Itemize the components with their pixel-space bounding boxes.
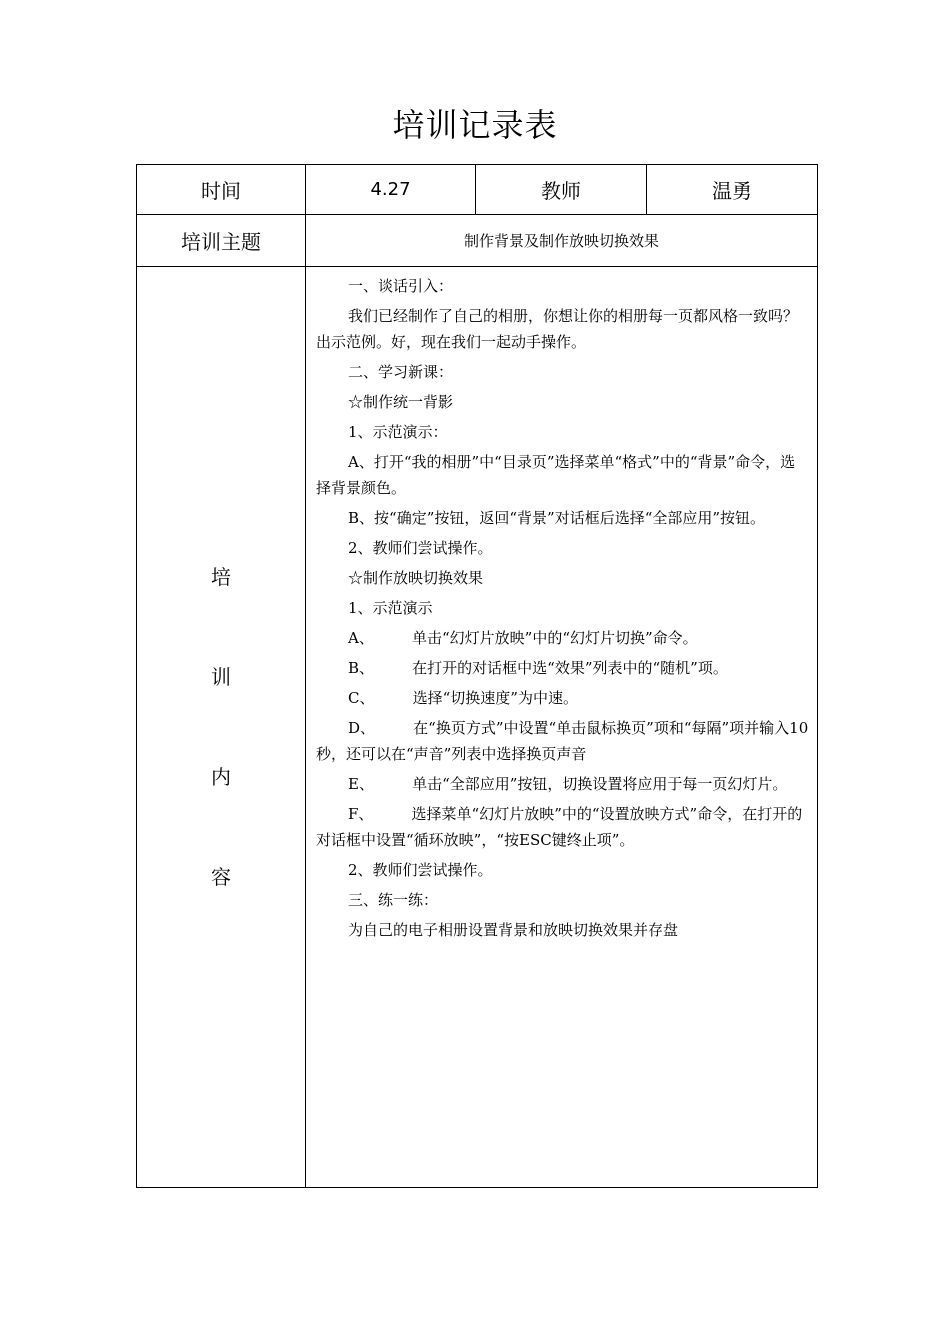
content-paragraph: A、 单击“幻灯片放映”中的“幻灯片切换”命令。	[348, 629, 698, 647]
content-paragraph: 我们已经制作了自己的相册，你想让你的相册每一页都风格一致吗？出示范例。好，现在我们一起动手操作。	[316, 307, 799, 351]
content-paragraph: 三、练一练：	[348, 891, 439, 909]
content-paragraph: 为自己的电子相册设置背景和放映切换效果并存盘	[348, 921, 679, 939]
content-paragraph: ☆制作放映切换效果	[348, 569, 484, 587]
time-value: 4.27	[306, 165, 476, 215]
content-paragraph: 2、教师们尝试操作。	[348, 861, 493, 879]
topic-label: 培训主题	[137, 215, 306, 267]
content-row	[137, 267, 818, 1188]
content-label	[137, 267, 306, 1188]
content-label-char: 内	[211, 765, 231, 789]
topic-row	[137, 215, 818, 267]
content-paragraph: 2、教师们尝试操作。	[348, 539, 493, 557]
training-record-table	[136, 164, 818, 1188]
content-label-char: 容	[211, 865, 231, 889]
content-label-char: 培	[211, 565, 231, 589]
content-paragraph: 一、谈话引入：	[348, 277, 454, 295]
time-label: 时间	[137, 165, 306, 215]
content-paragraph: A、打开“我的相册”中“目录页”选择菜单“格式”中的“背景”命令，选择背景颜色。	[316, 453, 796, 497]
content-paragraph: D、 在“换页方式”中设置“单击鼠标换页”项和“每隔”项并输入10秒，还可以在“声音”列表中选择换页声音	[316, 719, 809, 763]
content-paragraph: 1、示范演示	[348, 599, 433, 617]
content-paragraph: B、 在打开的对话框中选“效果”列表中的“随机”项。	[348, 659, 728, 677]
content-paragraph: 1、示范演示：	[348, 423, 448, 441]
topic-value: 制作背景及制作放映切换效果	[306, 215, 818, 267]
teacher-value: 温勇	[647, 165, 818, 215]
content-paragraph: ☆制作统一背影	[348, 393, 454, 411]
content-paragraph: E、 单击“全部应用”按钮，切换设置将应用于每一页幻灯片。	[348, 775, 788, 793]
header-row	[137, 165, 818, 215]
content-paragraph: 二、学习新课：	[348, 363, 454, 381]
page-title: 培训记录表	[392, 106, 558, 144]
content-paragraph: B、按“确定”按钮，返回“背景”对话框后选择“全部应用”按钮。	[348, 509, 766, 527]
teacher-label: 教师	[476, 165, 647, 215]
content-paragraph: C、 选择“切换速度”为中速。	[348, 689, 578, 707]
content-paragraph: F、 选择菜单“幻灯片放映”中的“设置放映方式”命令，在打开的对话框中设置“循环放映”，“按ESC键终止项”。	[316, 805, 803, 849]
content-label-char: 训	[211, 665, 231, 689]
content-body	[306, 267, 818, 1188]
